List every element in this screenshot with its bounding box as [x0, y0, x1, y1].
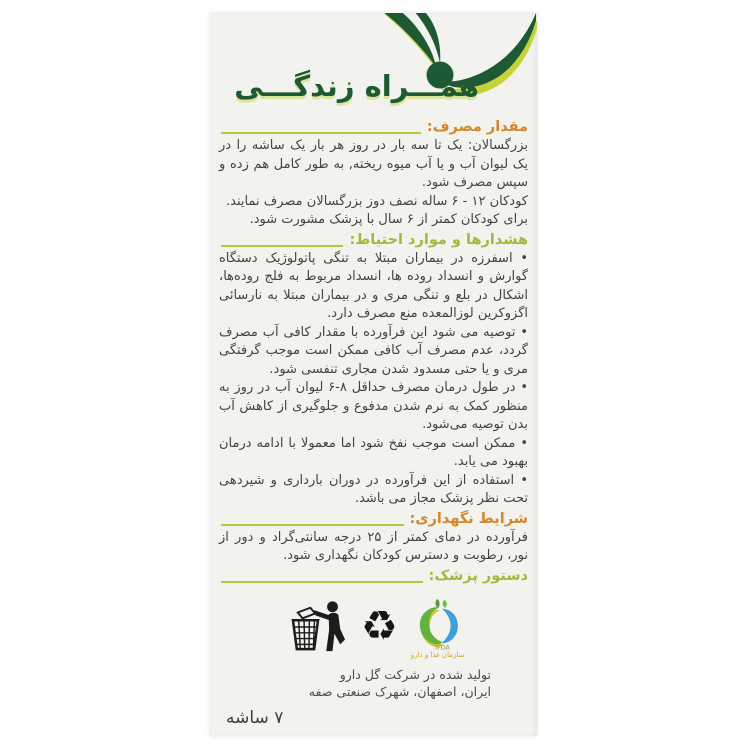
recycling-icon: ♻: [361, 601, 398, 650]
product-box-back-panel: [210, 13, 537, 736]
ifda-apple-icon: [414, 598, 462, 652]
producer-info: [210, 666, 537, 701]
header-rule: [221, 524, 404, 526]
storage-title: شرایط نگهداری:: [409, 510, 528, 527]
section-header-storage: [219, 510, 528, 529]
sachet-count-label: ۷ ساشه: [226, 708, 284, 728]
dosage-paragraph-children: کودکان ۱۲ - ۶ ساله نصف دوز بزرگسالان مصرف نمایند.: [226, 193, 528, 209]
warnings-title: هشدارها و موارد احتیاط:: [349, 231, 528, 248]
tidy-man-disposal-icon: [290, 600, 348, 654]
header-rule: [221, 132, 421, 134]
warning-bullet: • ممکن است موجب نفخ شود اما معمولا با ادامه درمان بهبود می یابد.: [219, 435, 528, 469]
section-header-warnings: [219, 231, 528, 250]
producer-address-line: ایران، اصفهان، شهرک صنعتی صفه: [308, 684, 491, 699]
label-text-content: [210, 118, 537, 586]
storage-paragraph: فرآورده در دمای کمتر از ۲۵ درجه سانتی‌گراد و دور از نور، رطوبت و دسترس کودکان نگهداری شود.: [219, 529, 528, 563]
ifda-logo: [411, 598, 465, 659]
ifda-persian-sublabel: سازمان غذا و دارو: [410, 650, 465, 659]
warning-bullet: • استفاده از این فرآورده در دوران بارداری و شیردهی تحت نظر پزشک مجاز می باشد.: [219, 472, 528, 506]
section-header-prescription: [219, 567, 528, 586]
producer-company-line: تولید شده در شرکت گل دارو: [339, 666, 491, 682]
ifda-label-text: IFDA: [434, 643, 450, 651]
warning-bullet: • توصیه می شود این فرآورده با مقدار کافی آب مصرف گردد، عدم مصرف آب کافی ممکن است موجب گرفتگی مری و یا حتی مسدود شدن مجاری تنفسی شود.: [219, 324, 528, 377]
warning-bullet: • در طول درمان مصرف حداقل ۸-۶ لیوان آب در روز به منظور کمک به نرم شدن مدفوع و جلوگیری از کاهش آب بدن توصیه می‌شود.: [219, 380, 528, 432]
brand-wordmark: همـــراه زندگـــی: [234, 69, 479, 103]
header-rule: [221, 581, 423, 583]
footer-icons-row: [210, 600, 537, 662]
dosage-paragraph-adults: بزرگسالان: یک تا سه بار در روز هر بار یک ساشه را در یک لیوان آب و یا آب میوه ریخته, به طور کامل هم زده و سپس مصرف شود.: [219, 138, 528, 190]
dosage-paragraph-under6: برای کودکان کمتر از ۶ سال با پزشک مشورت شود.: [249, 212, 528, 227]
prescription-title: دستور پزشک:: [428, 567, 528, 584]
section-header-dosage: [219, 118, 528, 137]
warning-bullet: • اسفرزه در بیماران مبتلا به تنگی پاتولوژیک دستگاه گوارش و انسداد روده ها، انسداد مربوط به فلج روده‌ها، اشکال در بلع و تنگی مری و در بیماران مبتلا به نارسائی اگزوکرین لوزالمعده منع مصرف دارد.: [219, 250, 528, 321]
brand-logo-area: [210, 13, 537, 117]
dosage-title: مقدار مصرف:: [426, 119, 528, 135]
header-rule: [221, 245, 343, 247]
